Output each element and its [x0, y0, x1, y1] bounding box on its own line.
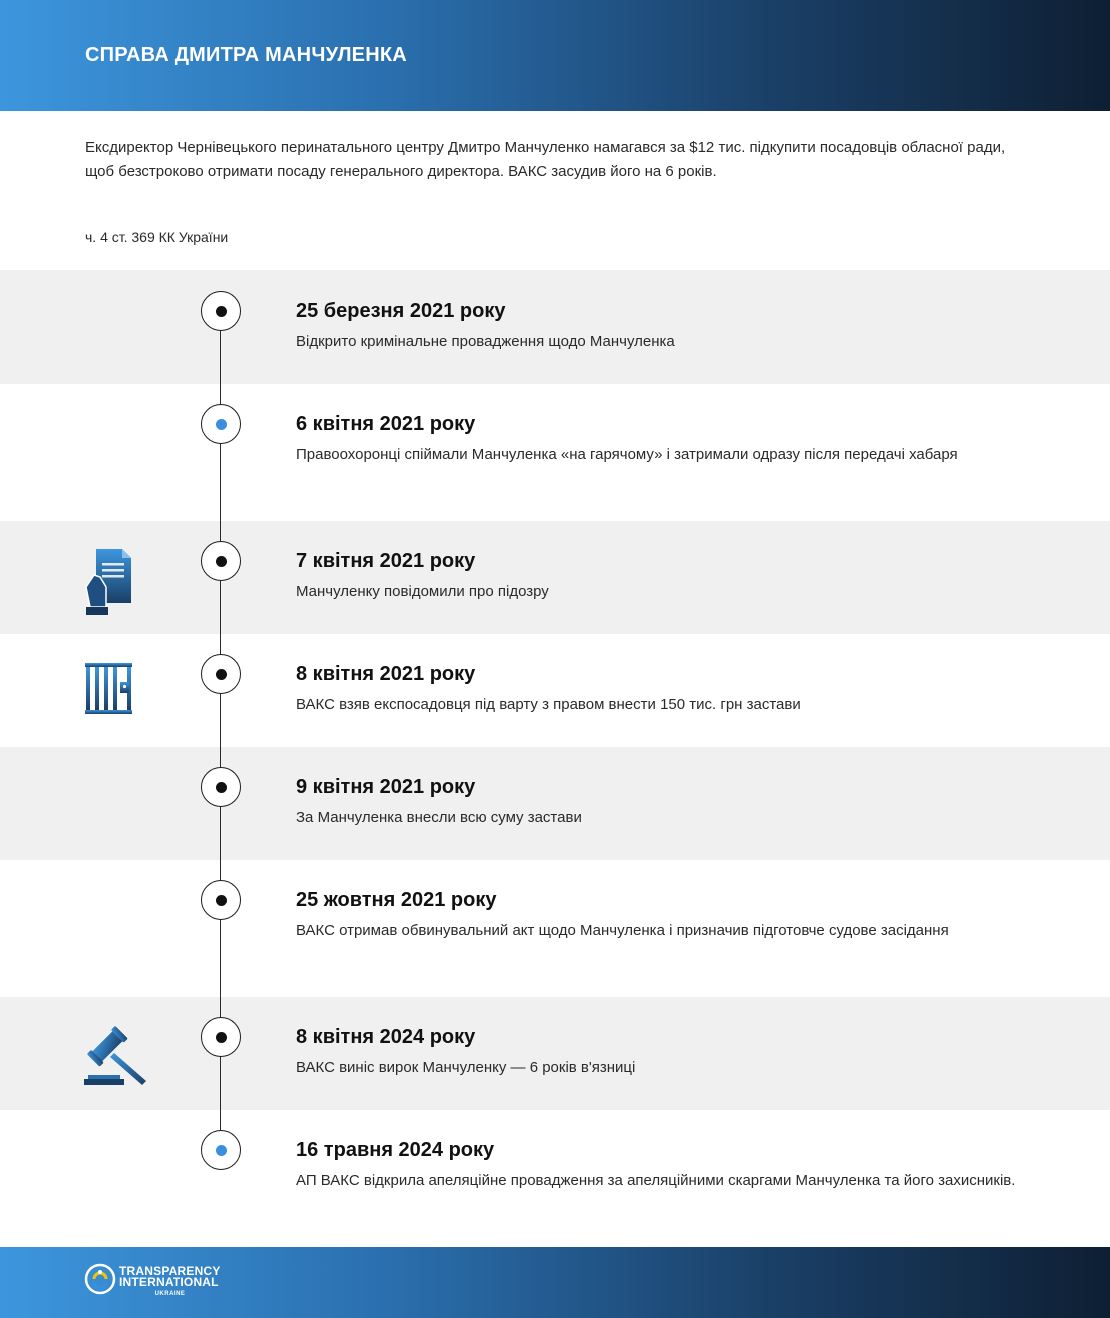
ti-logo-icon [84, 1263, 116, 1295]
page-footer [0, 1247, 1110, 1318]
timeline-marker [201, 541, 241, 581]
event-description: За Манчуленка внесли всю суму застави [296, 809, 582, 826]
timeline-marker [201, 767, 241, 807]
timeline-row-bg [0, 521, 1110, 634]
legal-article: ч. 4 ст. 369 КК України [85, 229, 229, 245]
document-hand-icon [84, 547, 134, 617]
event-date: 8 квітня 2021 року [296, 663, 476, 685]
event-date: 9 квітня 2021 року [296, 776, 476, 798]
event-date: 16 травня 2024 року [296, 1139, 495, 1161]
event-date: 8 квітня 2024 року [296, 1026, 476, 1048]
timeline-marker [201, 1130, 241, 1170]
timeline-marker [201, 1017, 241, 1057]
logo-line-2: INTERNATIONAL [119, 1275, 219, 1289]
timeline-marker [201, 291, 241, 331]
timeline-marker [201, 404, 241, 444]
timeline-row-bg [0, 634, 1110, 747]
timeline-marker [201, 880, 241, 920]
page-title: СПРАВА ДМИТРА МАНЧУЛЕНКА [85, 44, 407, 66]
logo-line-3: UKRAINE [154, 1291, 186, 1297]
prison-bars-icon [84, 662, 134, 715]
event-description: Манчуленку повідомили про підозру [296, 583, 549, 600]
timeline-row-bg [0, 997, 1110, 1110]
event-description: ВАКС взяв експосадовця під варту з правом внести 150 тис. грн застави [296, 696, 801, 713]
event-description: ВАКС отримав обвинувальний акт щодо Манчуленка і призначив підготовче судове засідання [296, 922, 949, 939]
event-date: 7 квітня 2021 року [296, 550, 476, 572]
event-date: 6 квітня 2021 року [296, 413, 476, 435]
page-header [0, 0, 1110, 111]
event-date: 25 жовтня 2021 року [296, 889, 497, 911]
event-description: Відкрито кримінальне провадження щодо Манчуленка [296, 333, 675, 350]
timeline-row-bg [0, 747, 1110, 860]
event-description: Правоохоронці спіймали Манчуленка «на гарячому» і затримали одразу після передачі хабаря [296, 446, 958, 463]
event-description: ВАКС виніс вирок Манчуленку — 6 років в'язниці [296, 1059, 636, 1076]
intro-text: Ексдиректор Чернівецького перинатального центру Дмитро Манчуленко намагався за $12 тис. підкупити посадовців обласної ради, щоб безстроково отримати посаду генерального директора. ВАКС засудив його на 6 років. [85, 139, 1006, 180]
gavel-icon [84, 1025, 150, 1087]
timeline-row-bg [0, 270, 1110, 384]
event-description: АП ВАКС відкрила апеляційне провадження за апеляційними скаргами Манчуленка та його захисників. [296, 1172, 1016, 1189]
logo-line-1: TRANSPARENCY [119, 1264, 221, 1278]
timeline-marker [201, 654, 241, 694]
event-date: 25 березня 2021 року [296, 300, 506, 322]
